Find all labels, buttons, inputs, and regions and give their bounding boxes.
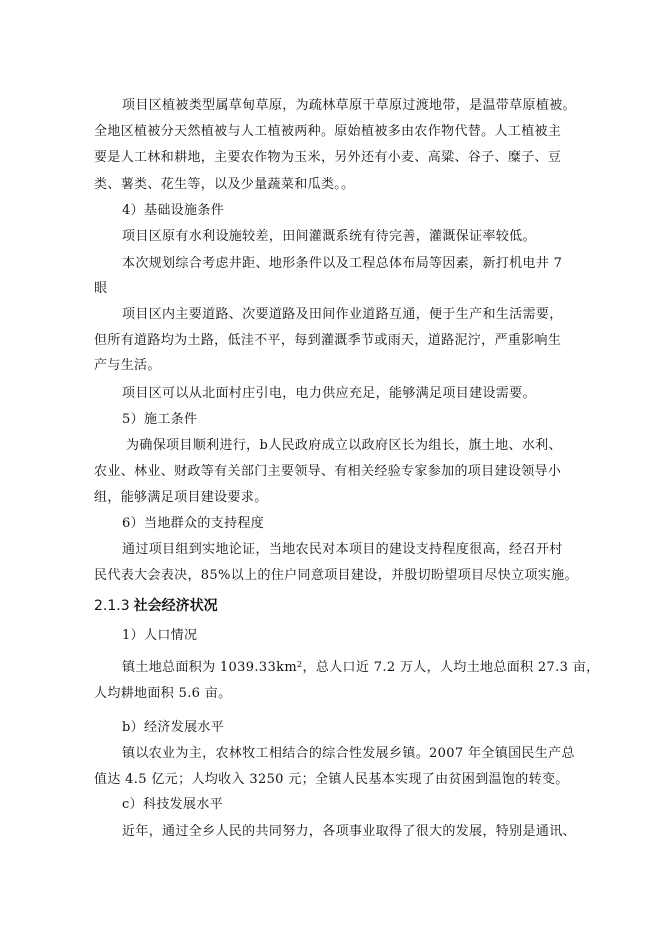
infrastructure-paragraph-2-line-2: 眼: [94, 281, 108, 296]
section-heading: [94, 597, 218, 615]
infrastructure-paragraph-3-line-1: 项目区内主要道路、次要道路及田间作业道路互通，便于生产和生活需要，: [122, 307, 563, 322]
infrastructure-paragraph-3-line-3: 产与生活。: [94, 358, 161, 373]
vegetation-line-3: 要是人工林和耕地，主要农作物为玉米，另外还有小麦、高粱、谷子、糜子、豆: [94, 150, 562, 165]
support-heading: 6）当地群众的支持程度: [122, 516, 265, 531]
support-line-2: 民代表大会表决，85%以上的住户同意项目建设，并殷切盼望项目尽快立项实施。: [94, 568, 578, 583]
population-line-2: 人均耕地面积 5.6 亩。: [94, 686, 232, 701]
vegetation-line-1: 项目区植被类型属草甸草原，为疏林草原干草原过渡地带，是温带草原植被。: [122, 98, 576, 113]
construction-line-2: 农业、林业、财政等有关部门主要领导、有相关经验专家参加的项目建设领导小: [94, 464, 562, 479]
infrastructure-paragraph-1: 项目区原有水利设施较差，田间灌溉系统有待完善，灌溉保证率较低。: [122, 229, 536, 244]
construction-heading: 5）施工条件: [122, 412, 198, 427]
support-line-1: 通过项目组到实地论证，当地农民对本项目的建设支持程度很高，经召开村: [122, 542, 563, 557]
vegetation-line-4: 类、薯类、花生等，以及少量蔬菜和瓜类。。: [94, 177, 355, 192]
technology-line-1: 近年，通过全乡人民的共同努力，各项事业取得了很大的发展，特别是通讯、: [122, 824, 576, 839]
population-line-1: [122, 660, 599, 676]
infrastructure-paragraph-3-line-2: 但所有道路均为土路，低洼不平，每到灌溉季节或雨天，道路泥泞，严重影响生: [94, 333, 562, 348]
section-number: 2.1.3: [94, 598, 130, 614]
superscript-2: 2: [297, 660, 303, 669]
infrastructure-paragraph-4: 项目区可以从北面村庄引电，电力供应充足，能够满足项目建设需要。: [122, 386, 536, 401]
technology-heading: c）科技发展水平: [122, 797, 224, 812]
vegetation-line-2: 全地区植被分天然植被与人工植被两种。原始植被多由农作物代替。人工植被主: [94, 124, 562, 139]
population-heading: 1）人口情况: [122, 628, 198, 643]
section-title: 社会经济状况: [133, 598, 218, 614]
infrastructure-paragraph-2-line-1: 本次规划综合考虑井距、地形条件以及工程总体布局等因素，新打机电井 7: [122, 256, 563, 271]
economy-heading: b）经济发展水平: [122, 720, 225, 735]
economy-line-1: 镇以农业为主，农林牧工相结合的综合性发展乡镇。2007 年全镇国民生产总: [122, 746, 575, 761]
construction-line-3: 组，能够满足项目建设要求。: [94, 490, 268, 505]
construction-line-1: 为确保项目顺利进行，b人民政府成立以政府区长为组长，旗土地、水利、: [126, 438, 562, 453]
population-line-1-text-b: ，总人口近 7.2 万人，人均土地总面积 27.3 亩，: [302, 660, 600, 675]
infrastructure-heading: 4）基础设施条件: [122, 203, 225, 218]
population-line-1-text-a: 镇土地总面积为 1039.33km: [122, 660, 298, 675]
economy-line-2: 值达 4.5 亿元；人均收入 3250 元；全镇人民基本实现了由贫困到温饱的转变。: [94, 772, 569, 787]
